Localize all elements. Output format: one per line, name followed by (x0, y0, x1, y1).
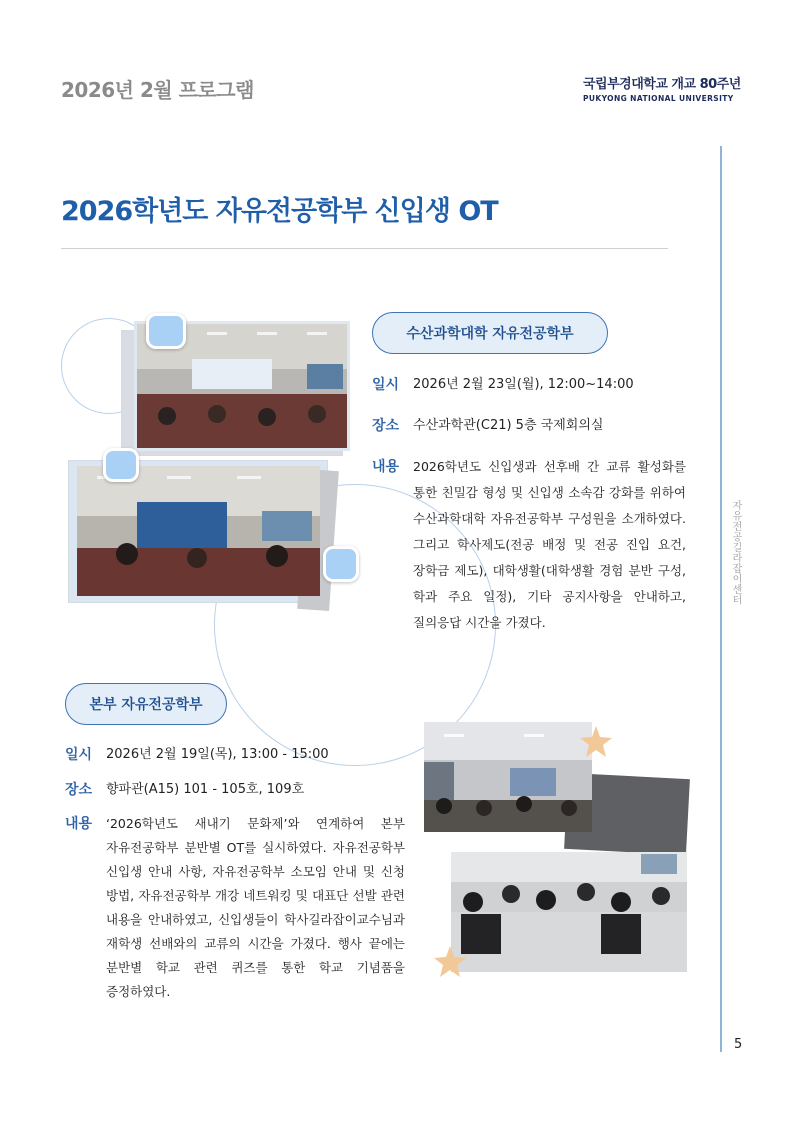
content-label: 내용 (372, 459, 400, 475)
date-value: 2026년 2월 19일(목), 13:00 - 15:00 (106, 747, 329, 762)
place-label: 장소 (372, 418, 400, 434)
section1-badge: 수산과학대학 자유전공학부 (372, 312, 608, 354)
decorative-blob (103, 448, 139, 482)
place-label: 장소 (65, 782, 93, 798)
page-number: 5 (734, 1037, 743, 1052)
section1-place-row (372, 413, 686, 439)
logo-subtitle: PUKYONG NATIONAL UNIVERSITY (583, 94, 734, 103)
date-label: 일시 (372, 377, 400, 393)
section2-date-row (65, 742, 405, 768)
event-photo-classroom-2 (451, 852, 687, 972)
event-photo-lecture-hall-2 (77, 466, 320, 596)
logo-title: 국립부경대학교 개교 80주년 (583, 77, 741, 92)
right-divider (720, 146, 722, 1052)
content-label: 내용 (65, 816, 93, 832)
page-header: 2026년 2월 프로그램 (61, 78, 254, 102)
section1-content-row (372, 454, 686, 636)
section2-content-row (65, 812, 405, 1004)
decorative-blob (323, 546, 359, 582)
title-divider (61, 248, 668, 249)
university-logo (583, 73, 743, 103)
decorative-blob (146, 313, 186, 349)
section2-badge: 본부 자유전공학부 (65, 683, 227, 725)
event-photo-classroom-1 (424, 722, 592, 832)
section1-info (372, 372, 686, 636)
section1-date-row (372, 372, 686, 398)
side-label: 자유전공길라잡이센터 (730, 500, 741, 605)
star-icon (432, 944, 468, 984)
place-value: 향파관(A15) 101 - 105호, 109호 (106, 782, 305, 797)
star-icon (578, 724, 614, 764)
place-value: 수산과학관(C21) 5층 국제회의실 (413, 418, 604, 433)
date-label: 일시 (65, 747, 93, 763)
section2-info (65, 742, 405, 1004)
section2-place-row (65, 777, 405, 803)
page-title: 2026학년도 자유전공학부 신입생 OT (61, 196, 498, 227)
content-value: 2026학년도 신입생과 선후배 간 교류 활성화를 통한 친밀감 형성 및 신입생 소속감 강화를 위하여 수산과학대학 자유전공학부 구성원을 소개하였다. 그리고 학사제도(전공 배정 및 전공 진입 요건, 장학금 제도), 대학생활(대학생활 경험 분반 구성, 학과 주요 일정), 기타 공지사항을 안내하고, 질의응답 시간을 가졌다. (413, 459, 686, 630)
content-value: ‘2026학년도 새내기 문화제’와 연계하여 본부 자유전공학부 분반별 OT를 실시하였다. 자유전공학부 신입생 안내 사항, 자유전공학부 소모임 안내 및 신청 방법, 자유전공학부 개강 네트워킹 및 대표단 선발 관련 내용을 안내하였고, 신입생들이 학사길라잡이교수님과 재학생 선배와의 교류의 시간을 가졌다. 행사 끝에는 분반별 학교 관련 퀴즈를 통한 학교 기념품을 증정하였다. (106, 816, 405, 999)
date-value: 2026년 2월 23일(월), 12:00~14:00 (413, 377, 634, 392)
